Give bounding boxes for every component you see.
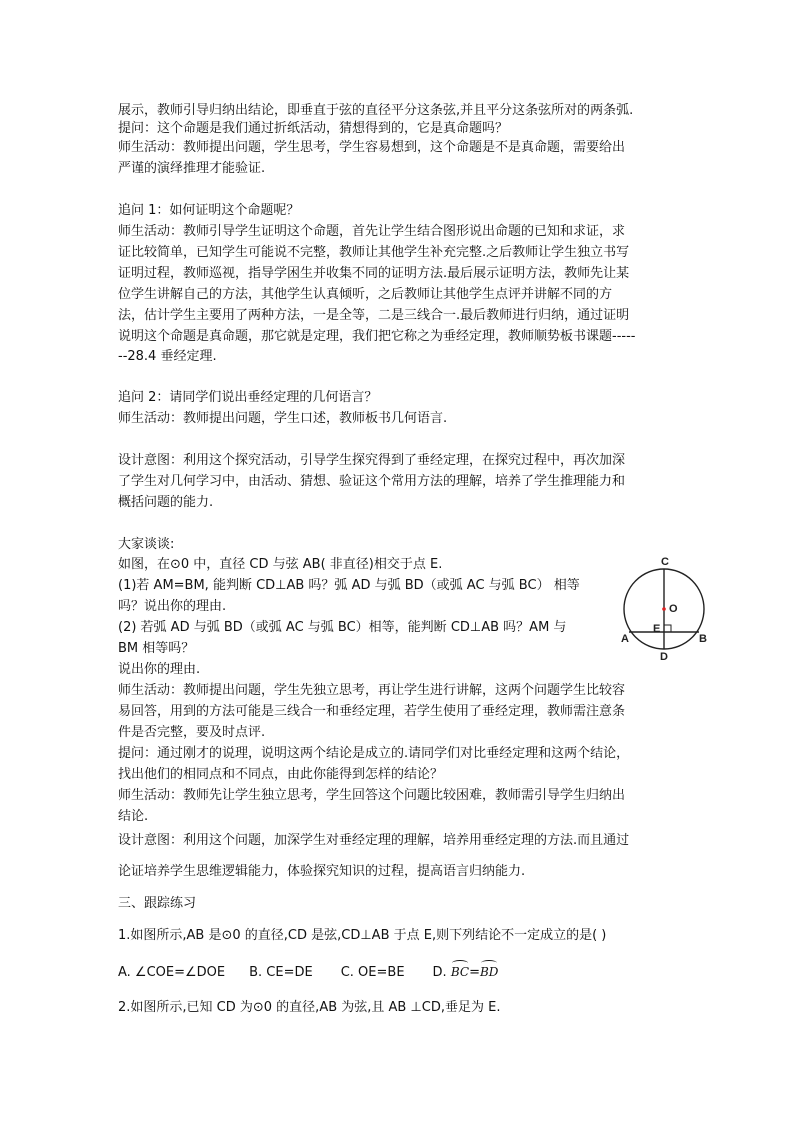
text-line: 法，估计学生主要用了两种方法，一是全等，二是三线合一.最后教师进行归纳，通过证明 (118, 308, 630, 323)
option-d: D. BC=BD (433, 965, 499, 980)
text-line: 展示，教师引导归纳出结论，即垂直于弦的直径平分这条弦,并且平分这条弦所对的两条弧. (118, 103, 634, 118)
text-line: 说明这个命题是真命题，那它就是定理，我们把它称之为垂经定理，教师顺势板书课题----- (118, 329, 636, 344)
text-line: 证比较简单，已知学生可能说不完整，教师让其他学生补充完整.之后教师让学生独立书写 (118, 245, 630, 260)
label-o: O (669, 603, 678, 615)
text-line: 师生活动：教师提出问题，学生口述，教师板书几何语言. (118, 411, 448, 426)
text-line: (1)若 AM=BM, 能判断 CD⊥AB 吗？弧 AD 与弧 BD（或弧 AC 与弧 BC） 相等 (118, 578, 580, 593)
text-line: 严谨的演绎推理才能验证. (118, 161, 266, 176)
center-point (662, 607, 666, 611)
text-line: 追问 2：请同学们说出垂经定理的几何语言？ (118, 390, 378, 405)
text-line: 说出你的理由. (118, 662, 201, 677)
text-line: 设计意图：利用这个问题，加深学生对垂经定理的理解，培养用垂经定理的方法.而且通过 (118, 833, 630, 848)
text-line: 论证培养学生思维逻辑能力，体验探究知识的过程，提高语言归纳能力. (118, 864, 526, 879)
text-line: 了学生对几何学习中，由活动、猜想、验证这个常用方法的理解，培养了学生推理能力和 (118, 474, 626, 489)
label-d: D (660, 651, 668, 663)
text-line: 概括问题的能力. (118, 495, 214, 510)
text-line: 证明过程，教师巡视，指导学困生并收集不同的证明方法.最后展示证明方法，教师先让某 (118, 266, 630, 281)
text-line: 如图，在⊙0 中，直径 CD 与弦 AB( 非直径)相交于点 E. (118, 557, 443, 572)
right-angle-mark (664, 625, 671, 632)
text-line: 提问：通过刚才的说理，说明这两个结论是成立的.请同学们对比垂经定理和这两个结论， (118, 746, 630, 761)
arc-bc: BC (451, 962, 469, 980)
circle-figure (616, 553, 716, 663)
circle-diagram (616, 553, 716, 663)
text-line: 找出他们的相同点和不同点，由此你能得到怎样的结论？ (118, 767, 444, 782)
text-line: 师生活动：教师提出问题，学生思考，学生容易想到，这个命题是不是真命题，需要给出 (118, 140, 626, 155)
text-line: 位学生讲解自己的方法，其他学生认真倾听，之后教师让其他学生点评并讲解不同的方 (118, 287, 613, 302)
option-c: C. OE=BE (340, 965, 405, 980)
text-line: 师生活动：教师引导学生证明这个命题，首先让学生结合图形说出命题的已知和求证，求 (118, 224, 626, 239)
text-line: 提问：这个命题是我们通过折纸活动，猜想得到的，它是真命题吗？ (118, 121, 509, 136)
question-1: 1.如图所示,AB 是⊙0 的直径,CD 是弦,CD⊥AB 于点 E,则下列结论不一定成立的是( ) (118, 928, 607, 943)
text-line: 大家谈谈: (118, 537, 175, 552)
arc-bd: BD (480, 962, 498, 980)
label-b: B (699, 633, 707, 645)
text-line: 结论. (118, 809, 149, 824)
label-c: C (661, 556, 669, 568)
text-line: 设计意图：利用这个探究活动，引导学生探究得到了垂经定理，在探究过程中，再次加深 (118, 453, 626, 468)
text-line: BM 相等吗？ (118, 641, 195, 656)
label-a: A (621, 633, 629, 645)
option-b: B. CE=DE (249, 965, 313, 980)
question-2: 2.如图所示,已知 CD 为⊙0 的直径,AB 为弦,且 AB ⊥CD,垂足为 E. (118, 1000, 501, 1015)
text-line: 师生活动：教师先让学生独立思考，学生回答这个问题比较困难，教师需引导学生归纳出 (118, 788, 626, 803)
text-line: 追问 1：如何证明这个命题呢？ (118, 203, 300, 218)
section-heading: 三、跟踪练习 (118, 896, 197, 911)
label-e: E (653, 623, 661, 635)
text-line: --28.4 垂经定理. (118, 349, 217, 364)
text-line: 吗？说出你的理由. (118, 599, 227, 614)
answer-options (118, 962, 498, 981)
text-line: 易回答，用到的方法可能是三线合一和垂经定理，若学生使用了垂经定理，教师需注意条 (118, 704, 626, 719)
option-a: A. ∠COE=∠DOE (118, 965, 226, 980)
text-line: (2) 若弧 AD 与弧 BD（或弧 AC 与弧 BC）相等，能判断 CD⊥AB 吗？AM 与 (118, 620, 567, 635)
text-line: 件是否完整，要及时点评. (118, 725, 266, 740)
text-line: 师生活动：教师提出问题，学生先独立思考，再让学生进行讲解，这两个问题学生比较容 (118, 683, 626, 698)
